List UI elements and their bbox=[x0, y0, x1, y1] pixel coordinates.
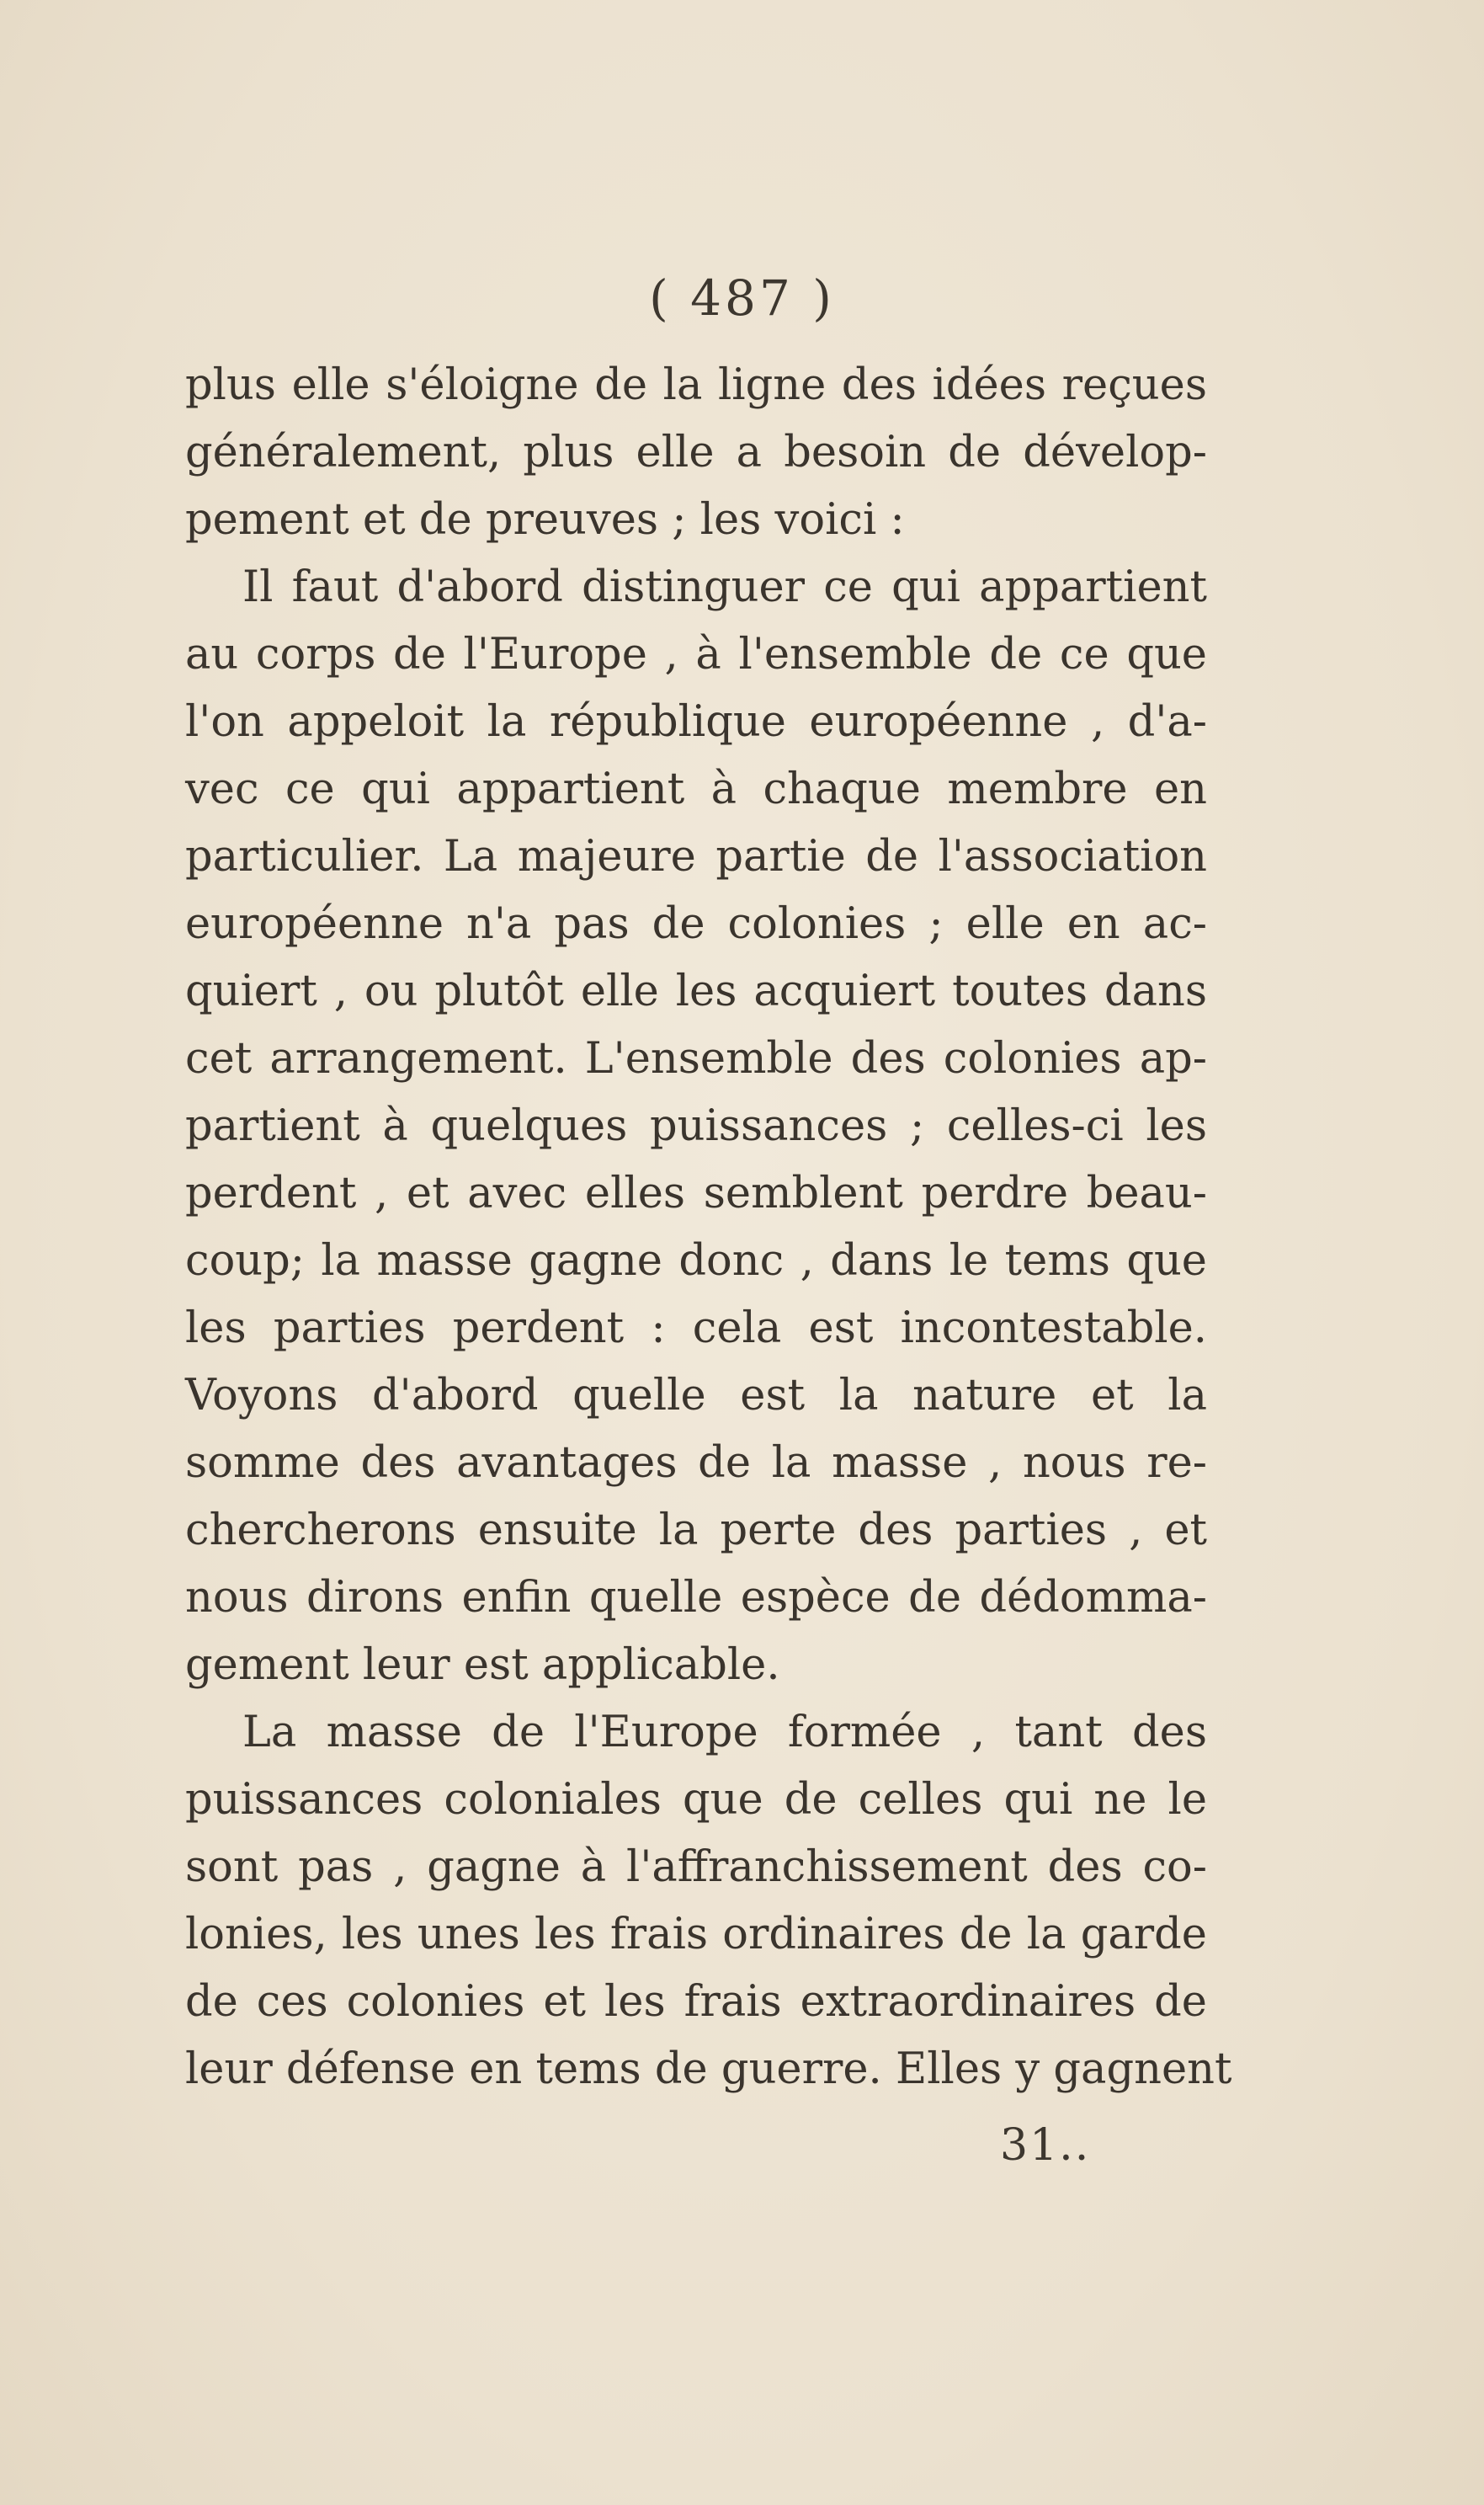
text-line: plus elle s'éloigne de la ligne des idées reçues bbox=[185, 360, 1207, 410]
page-number: ( 487 ) bbox=[649, 269, 835, 327]
text-line: vec ce qui appartient à chaque membre en bbox=[185, 765, 1207, 814]
text-line: coup; la masse gagne donc , dans le tems que bbox=[185, 1236, 1207, 1286]
text-line: gement leur est applicable. bbox=[185, 1640, 780, 1690]
text-line: Il faut d'abord distinguer ce qui appartient bbox=[242, 562, 1207, 612]
text-line: puissances coloniales que de celles qui ne le bbox=[185, 1775, 1207, 1825]
text-line: pement et de preuves ; les voici : bbox=[185, 495, 905, 545]
text-line: Voyons d'abord quelle est la nature et la bbox=[185, 1371, 1207, 1420]
text-line: somme des avantages de la masse , nous re- bbox=[185, 1438, 1207, 1488]
text-line: lonies, les unes les frais ordinaires de la garde bbox=[185, 1910, 1207, 1959]
text-line: nous dirons enfin quelle espèce de dédomma- bbox=[185, 1573, 1207, 1623]
text-line: de ces colonies et les frais extraordinaires de bbox=[185, 1977, 1207, 2027]
text-line: au corps de l'Europe , à l'ensemble de ce que bbox=[185, 630, 1207, 680]
text-line: cet arrangement. L'ensemble des colonies ap- bbox=[185, 1034, 1207, 1084]
text-line: l'on appeloit la république européenne , d'a- bbox=[185, 697, 1207, 747]
text-line: particulier. La majeure partie de l'association bbox=[185, 832, 1207, 882]
signature-mark: 31.. bbox=[1000, 2120, 1091, 2171]
text-line: les parties perdent : cela est incontestable. bbox=[185, 1303, 1207, 1353]
text-line: leur défense en tems de guerre. Elles y gagnent bbox=[185, 2044, 1232, 2094]
text-line: sont pas , gagne à l'affranchissement des co- bbox=[185, 1842, 1207, 1892]
text-line: perdent , et avec elles semblent perdre beau- bbox=[185, 1169, 1207, 1218]
text-line: La masse de l'Europe formée , tant des bbox=[242, 1708, 1207, 1757]
text-line: généralement, plus elle a besoin de dévelop- bbox=[185, 428, 1207, 477]
text-line: partient à quelques puissances ; celles-ci les bbox=[185, 1101, 1207, 1151]
body-text bbox=[185, 352, 1232, 2103]
text-line: chercherons ensuite la perte des parties , et bbox=[185, 1506, 1207, 1555]
text-line: européenne n'a pas de colonies ; elle en ac- bbox=[185, 899, 1207, 949]
text-line: quiert , ou plutôt elle les acquiert toutes dans bbox=[185, 967, 1207, 1016]
